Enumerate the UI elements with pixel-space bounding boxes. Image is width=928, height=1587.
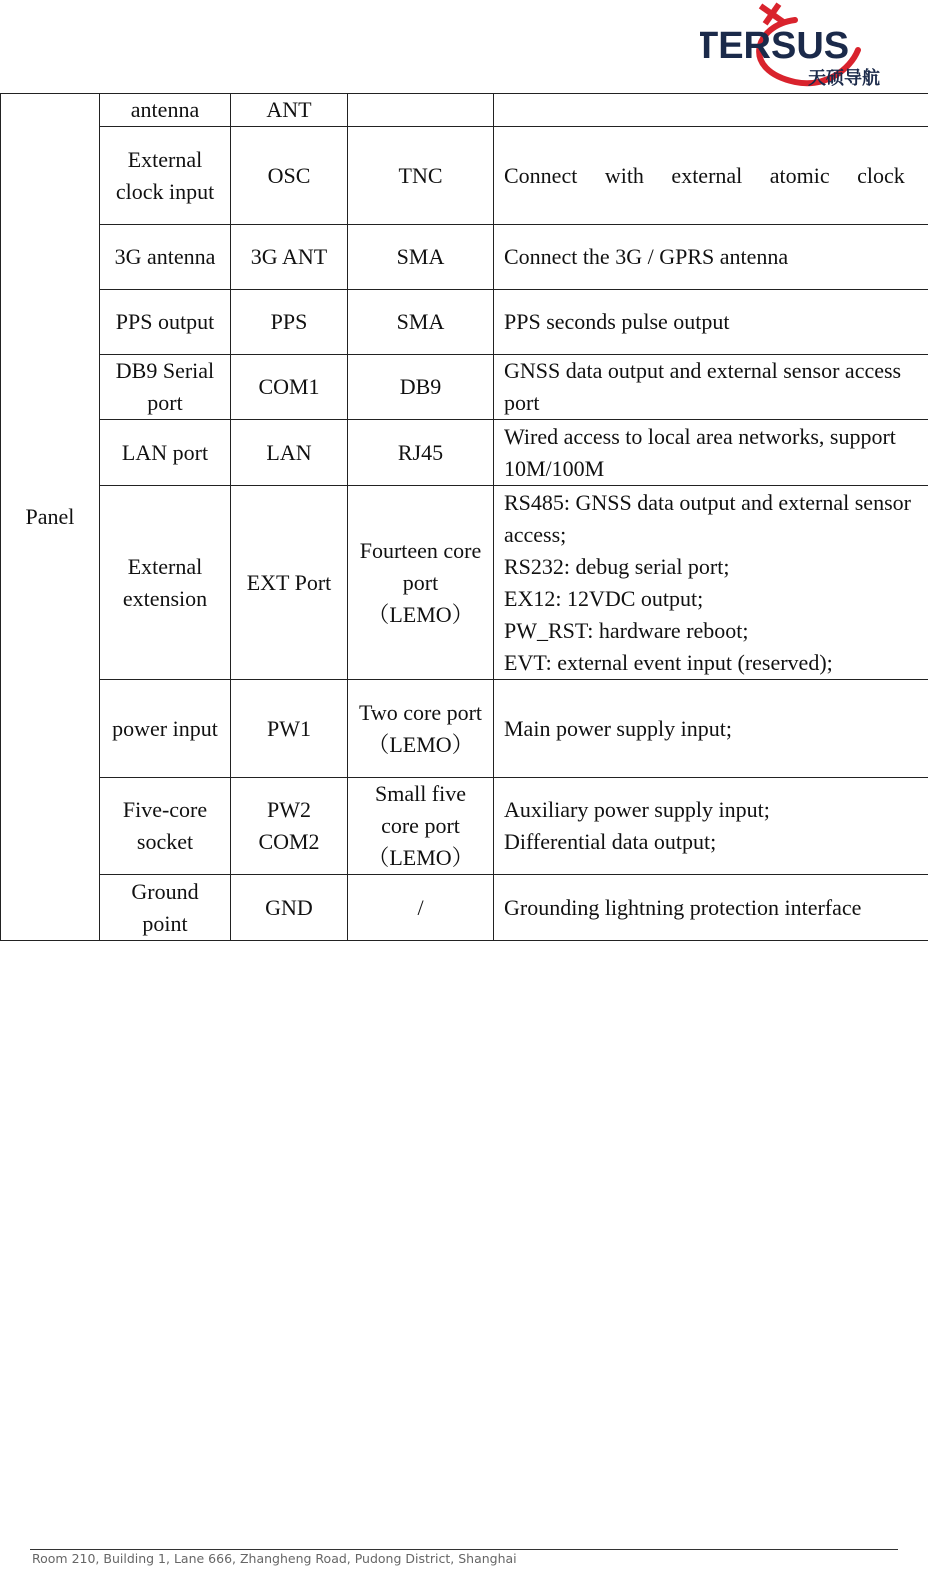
- interface-name-cell: External clock input: [100, 127, 231, 225]
- interface-type-cell: Small five core port （LEMO）: [348, 778, 494, 875]
- table-row: [1, 680, 928, 778]
- interface-desc-cell: GNSS data output and external sensor access port: [494, 355, 928, 420]
- tersus-logo: [700, 0, 896, 92]
- interface-name-cell: PPS output: [100, 290, 231, 355]
- interface-label-cell: 3G ANT: [231, 225, 348, 290]
- interface-desc-cell: Main power supply input;: [494, 680, 928, 778]
- interface-name-cell: LAN port: [100, 420, 231, 486]
- desc-line: EVT: external event input (reserved);: [504, 649, 833, 675]
- interface-label-cell: PW1: [231, 680, 348, 778]
- interface-desc-cell: [494, 94, 928, 127]
- interface-label-cell: LAN: [231, 420, 348, 486]
- table-row: [1, 486, 928, 680]
- interface-name-cell: External extension: [100, 486, 231, 680]
- panel-section-cell: Panel: [1, 94, 100, 941]
- interface-desc-cell: [494, 778, 928, 875]
- interface-name-cell: antenna: [100, 94, 231, 127]
- table-row: [1, 420, 928, 486]
- interface-label-cell: OSC: [231, 127, 348, 225]
- interface-label-cell: PPS: [231, 290, 348, 355]
- desc-line: EX12: 12VDC output;: [504, 585, 704, 611]
- table-row: [1, 355, 928, 420]
- interface-desc-cell: Grounding lightning protection interface: [494, 875, 928, 941]
- interface-type-cell: RJ45: [348, 420, 494, 486]
- table-row: [1, 875, 928, 941]
- table-row: [1, 225, 928, 290]
- interface-name-cell: Five-core socket: [100, 778, 231, 875]
- tersus-logo-graphic: [700, 0, 896, 92]
- footer-address: Room 210, Building 1, Lane 666, Zhangheng Road, Pudong District, Shanghai: [32, 1551, 517, 1566]
- interface-desc-cell: Connect with external atomic clock: [494, 127, 928, 225]
- table-row: [1, 127, 928, 225]
- desc-line: Auxiliary power supply input;: [504, 797, 770, 822]
- footer-divider: [30, 1549, 898, 1550]
- interface-name-cell: Ground point: [100, 875, 231, 941]
- interface-name-cell: power input: [100, 680, 231, 778]
- interface-type-cell: /: [348, 875, 494, 941]
- interface-type-cell: [348, 94, 494, 127]
- interface-table: [0, 93, 928, 941]
- interface-desc-cell: PPS seconds pulse output: [494, 290, 928, 355]
- interface-type-cell: DB9: [348, 355, 494, 420]
- logo-chinese-text: 天硕导航: [808, 68, 880, 89]
- interface-desc-cell: Connect the 3G / GPRS antenna: [494, 225, 928, 290]
- interface-type-cell: TNC: [348, 127, 494, 225]
- interface-name-cell: DB9 Serial port: [100, 355, 231, 420]
- interface-type-cell: Fourteen core port （LEMO）: [348, 486, 494, 680]
- table-row: [1, 94, 928, 127]
- desc-line: RS232: debug serial port;: [504, 553, 730, 579]
- interface-desc-cell: [494, 486, 928, 680]
- desc-line: Differential data output;: [504, 829, 717, 854]
- desc-line: RS485: GNSS data output and external sensor access;: [504, 489, 911, 547]
- interface-type-cell: SMA: [348, 290, 494, 355]
- interface-label-cell: PW2 COM2: [231, 778, 348, 875]
- interface-name-cell: 3G antenna: [100, 225, 231, 290]
- interface-label-cell: EXT Port: [231, 486, 348, 680]
- table-row: [1, 290, 928, 355]
- interface-label-cell: COM1: [231, 355, 348, 420]
- table-row: [1, 778, 928, 875]
- interface-desc-cell: Wired access to local area networks, support 10M/100M: [494, 420, 928, 486]
- desc-line: PW_RST: hardware reboot;: [504, 617, 749, 643]
- interface-label-cell: ANT: [231, 94, 348, 127]
- logo-brand-text: TERSUS: [700, 25, 850, 67]
- interface-type-cell: Two core port （LEMO）: [348, 680, 494, 778]
- interface-type-cell: SMA: [348, 225, 494, 290]
- interface-label-cell: GND: [231, 875, 348, 941]
